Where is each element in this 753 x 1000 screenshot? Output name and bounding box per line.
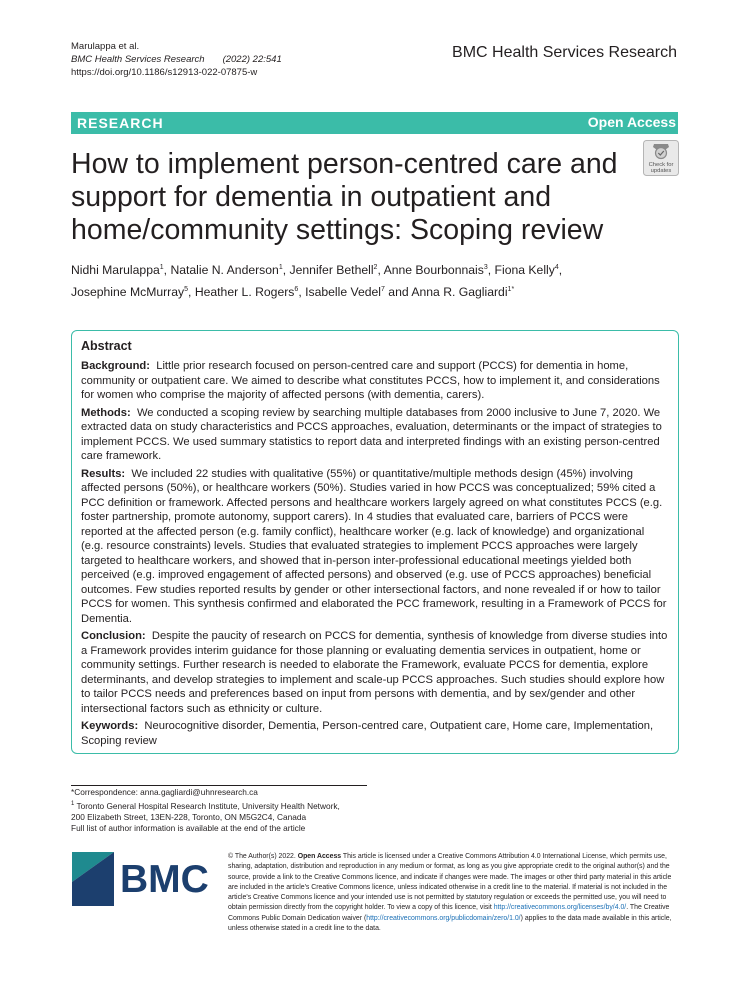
affiliation-line2: 200 Elizabeth Street, 13EN-228, Toronto, ON M5G2C4, Canada	[71, 811, 307, 822]
journal-name: BMC Health Services Research	[452, 44, 677, 61]
check-line2: updates	[650, 168, 672, 174]
author: Anne Bourbonnais$^3$,	[383, 263, 495, 278]
doi-link[interactable]: https://doi.org/10.1186/s12913-022-07875-w	[71, 67, 258, 78]
author-short: Marulappa et al.	[71, 41, 140, 52]
footnotes	[71, 787, 340, 835]
affiliation-line1: $^1$ Toronto General Hospital Research Institute, University Health Network,	[71, 800, 340, 811]
author: Nidhi Marulappa$^1$,	[71, 263, 171, 278]
abstract-box	[71, 330, 679, 754]
abstract-methods: Methods: We conducted a scoping review by searching multiple databases from 2000 inclusive to June 7, 2020. We extracted data on study characteristics and PCCS approaches, evaluation, determinants or the impact of strategies to implement PCCS. We used summary statistics to report data and interpreted findings with an existing person-centred care framework.	[81, 406, 662, 462]
footnote-divider	[71, 785, 367, 786]
check-line1: Check for	[648, 162, 674, 168]
author: Natalie N. Anderson$^1$,	[170, 263, 290, 278]
logo-text: BMC	[120, 858, 209, 901]
author: Heather L. Rogers$^6$,	[194, 285, 306, 300]
author-list	[71, 258, 671, 302]
author: Josephine McMurray$^5$,	[71, 285, 195, 300]
bmc-logo	[72, 848, 212, 908]
year-volume: (2022) 22:541	[222, 54, 282, 65]
check-for-updates-icon[interactable]	[643, 140, 679, 176]
journal-abbrev: BMC Health Services Research	[71, 54, 205, 65]
abstract-keywords: Keywords: Neurocognitive disorder, Dementia, Person-centred care, Outpatient care, Home care, Implementation, Scoping review	[81, 720, 654, 747]
public-domain-link[interactable]: http://creativecommons.org/publicdomain/zero/1.0/	[366, 914, 521, 922]
license-text: © The Author(s) 2022. Open Access This article is licensed under a Creative Commons Attribution 4.0 International License, which permits use, sharing, adaptation, distribution and reproduction in any medium or format, as long as you give appropriate credit to the original author(s) and the source, provide a link to the Creative Commons licence, and indicate if changes were made. The images or other third party material in this article are included in the article's Creative Commons licence, unless indicated otherwise in a credit line to the material. If material is not included in the article's Creative Commons licence and your intended use is not permitted by statutory regulation or exceeds the permitted use, you will need to obtain permission directly from the copyright holder. To view a copy of this licence, visit http://creativecommons.org/licenses/by/4.0/. The Creative Commons Public Domain Dedication waiver (http://creativecommons.org/publicdomain/zero/1.0/) applies to the data made available in this article, unless otherwise stated in a credit line to the data.	[228, 853, 672, 933]
abstract-heading: Abstract	[81, 339, 132, 353]
author: Isabelle Vedel$^7$ and	[305, 285, 412, 300]
license-link[interactable]: http://creativecommons.org/licenses/by/4.0/	[493, 904, 627, 912]
open-access-label: Open Access	[587, 114, 676, 130]
author: Anna R. Gagliardi$^{1*}$	[411, 285, 515, 300]
article-title: How to implement person-centred care and support for dementia in outpatient and home/community settings: Scoping review	[71, 148, 618, 246]
abstract-results: Results: We included 22 studies with qualitative (55%) or quantitative/multiple methods design (45%) involving affected persons (50%), or healthcare workers (50%). Studies varied in how PCCS was conceptualized; 59% cited a PCC definition or framework. Affected persons and healthcare workers largely agreed on what constitutes PCCS (e.g. foster partnership, promote autonomy, support carers). In 4 studies that evaluated care, barriers of PCCS were reported at the affected person (e.g. family conflict), healthcare worker (e.g. lack of knowledge) and organizational (e.g. resource constraints) levels. Studies that evaluated strategies to implement PCCS approaches were largely targeted to healthcare workers, and showed that in-person inter-professional educational meetings yielded both perceived (e.g. improved engagement of affected persons) and observed (e.g. use of PCCS approaches) beneficial outcomes. Few studies reported results by gender or other intersectional factors, and none revealed if or how to tailor PCCS for women. This synthesis confirmed and elaborated the PCC framework, resulting in a Framework of PCCS for Dementia.	[81, 467, 667, 625]
correspondence: *Correspondence: anna.gagliardi@uhnresearch.ca	[71, 787, 258, 797]
abstract-conclusion: Conclusion: Despite the paucity of research on PCCS for dementia, synthesis of knowledge from diverse studies into a Framework provides interim guidance for those planning or evaluating dementia services in outpatient, home or community settings. Further research is needed to elaborate the Framework, evaluate PCCS for dementia, explore determinants, and develop strategies to implement and scale-up PCCS approaches. Such studies should explore how to tailor PCCS needs and preferences based on input from persons with dementia, and by sex/gender and other intersectional factors such as ethnicity or culture.	[81, 630, 668, 715]
section-banner	[71, 112, 678, 134]
author: Fiona Kelly$^4$,	[494, 263, 563, 278]
full-author-info-note: Full list of author information is available at the end of the article	[71, 823, 306, 834]
author: Jennifer Bethell$^2$,	[289, 263, 384, 278]
section-label: RESEARCH	[77, 115, 164, 131]
abstract-background: Background: Little prior research focused on person-centred care and support (PCCS) for dementia in home, community or outpatient care. We aimed to describe what constitutes PCCS, how to implement it, and considerations for women who comprise the majority of affected persons (with dementia, carers).	[81, 360, 660, 401]
citation-block	[71, 40, 282, 79]
